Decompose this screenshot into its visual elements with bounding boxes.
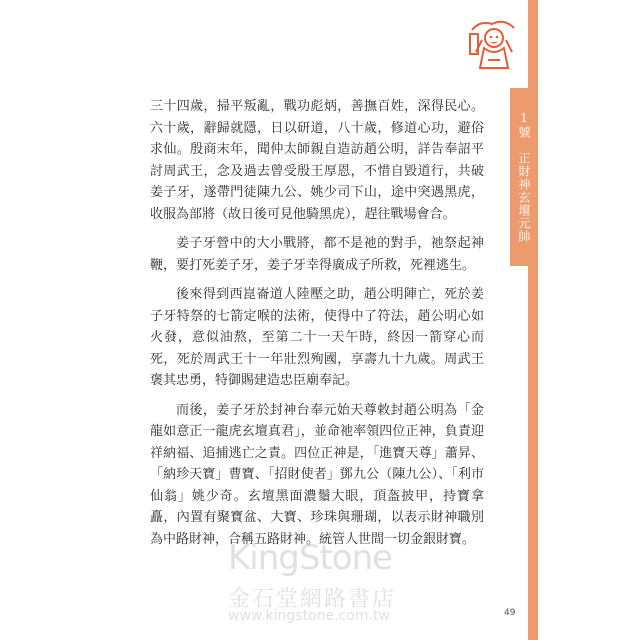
- paragraph: 三十四歲，掃平叛亂，戰功彪炳，善撫百姓，深得民心。六十歲，辭歸就隱，日以研道，八十歲，修道心功，避俗求仙。殷商末年，聞仲太師親自造訪趙公明，詳告奉詔平討周武王，念及過去曾受殷王厚恩，不惜自毀道行，共破姜子牙，遂帶門徒陳九公、姚少司下山，途中突遇黑虎，收服為部將（故日後可見他騎黑虎），趕往戰場會合。: [150, 99, 484, 222]
- body-text: [150, 96, 484, 558]
- watermark-brand: KingStone: [228, 538, 393, 578]
- paragraph: 而後，姜子牙於封神台奉元始天尊敕封趙公明為「金龍如意正一龍虎玄壇真君」，並命祂率領四位正神，負責迎祥納福、追捕逃亡之責。四位正神是，「進寶天尊」蕭昇、「納珍天寶」曹寶、「招財使者」鄧九公（陳九公）、「利市仙翁」姚少奇。玄壇黑面濃鬚大眼，頂盔披甲，持寶拿矗，內置有聚寶盆、大寶、珍珠與珊瑚，以表示財神職別為中路財神，合稱五路財神。統管人世間一切金銀財寶。: [150, 402, 484, 547]
- side-margin: [538, 0, 640, 640]
- watermark-chinese: 金石堂網路書店: [228, 587, 397, 612]
- watermark: [228, 538, 448, 628]
- chapter-tab-label: 1號 正財神玄壇元帥: [517, 111, 531, 243]
- chapter-side-tab: [510, 88, 538, 266]
- page-number: 49: [504, 608, 516, 618]
- watermark-url: www.kingstone.com.tw: [228, 608, 390, 624]
- paragraph: 後來得到西崑崙道人陸壓之助，趙公明陣亡，死於姜子牙特祭的七箭定喉的法術，使得中了符法，趙公明心如火發，意似油熬，至第二十一天午時，終因一箭穿心而死，死於周武王十一年壯烈殉國，享壽九十九歲。周武王褒其忠勇，特御賜建造忠臣廟奉記。: [150, 287, 484, 388]
- paragraph: 姜子牙營中的大小戰將，都不是祂的對手，祂祭起神鞭，要打死姜子牙，姜子牙幸得廣成子所救，死裡逃生。: [150, 236, 484, 273]
- god-of-wealth-icon: [462, 12, 526, 76]
